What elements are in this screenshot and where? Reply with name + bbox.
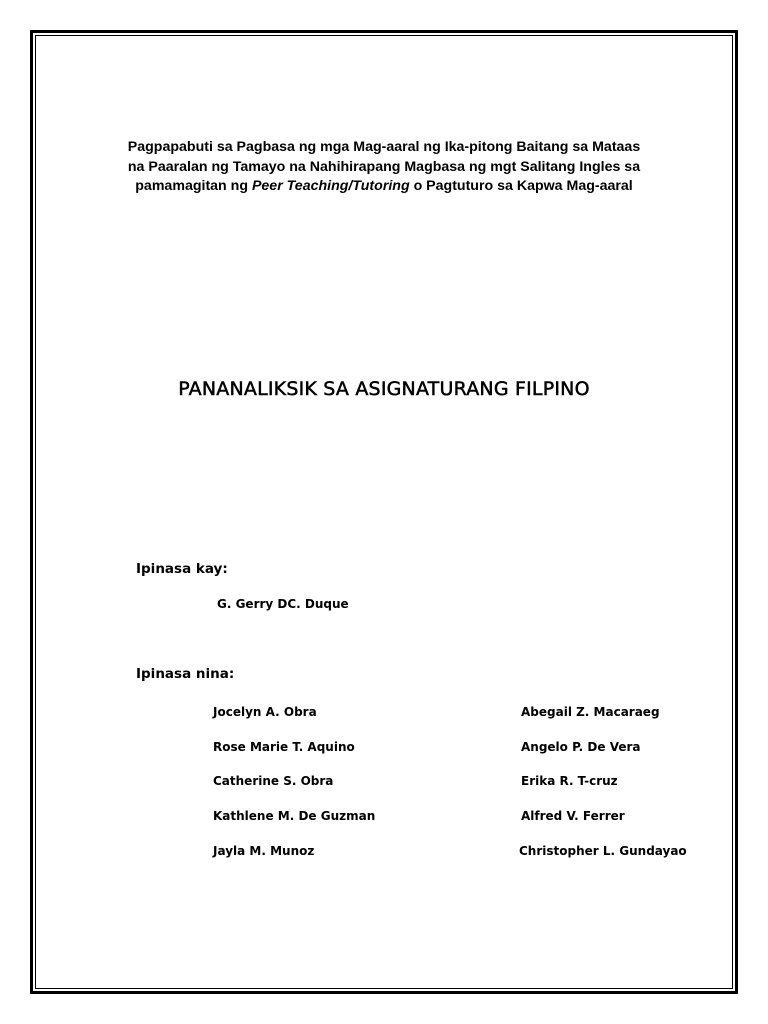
author-left-4: Kathlene M. De Guzman: [213, 809, 376, 823]
author-right-5: Christopher L. Gundayao: [519, 844, 687, 858]
submitted-by-label: Ipinasa nina:: [136, 666, 235, 682]
research-title-italic: Peer Teaching/Tutoring: [251, 178, 410, 194]
author-right-1: Abegail Z. Macaraeg: [521, 705, 660, 719]
author-left-1: Jocelyn A. Obra: [213, 705, 317, 719]
author-right-4: Alfred V. Ferrer: [521, 809, 625, 823]
author-left-2: Rose Marie T. Aquino: [213, 740, 355, 754]
subject-heading: PANANALIKSIK SA ASIGNATURANG FILPINO: [178, 378, 590, 400]
author-left-3: Catherine S. Obra: [213, 774, 334, 788]
author-left-5: Jayla M. Munoz: [213, 844, 315, 858]
adviser-name: G. Gerry DC. Duque: [217, 597, 349, 611]
author-right-3: Erika R. T-cruz: [521, 774, 618, 788]
research-title-part2: o Pagtuturo sa Kapwa Mag-aaral: [409, 178, 633, 194]
research-title: [120, 138, 648, 197]
submitted-to-label: Ipinasa kay:: [136, 561, 228, 577]
author-right-2: Angelo P. De Vera: [521, 740, 641, 754]
research-title-part1: Pagpapabuti sa Pagbasa ng mga Mag-aaral ng Ika-pitong Baitang sa Mataas na Paaralan ng Tamayo na Nahihirapang Magbasa ng mgt Salitang Ingles sa pamamagitan ng: [127, 139, 641, 194]
